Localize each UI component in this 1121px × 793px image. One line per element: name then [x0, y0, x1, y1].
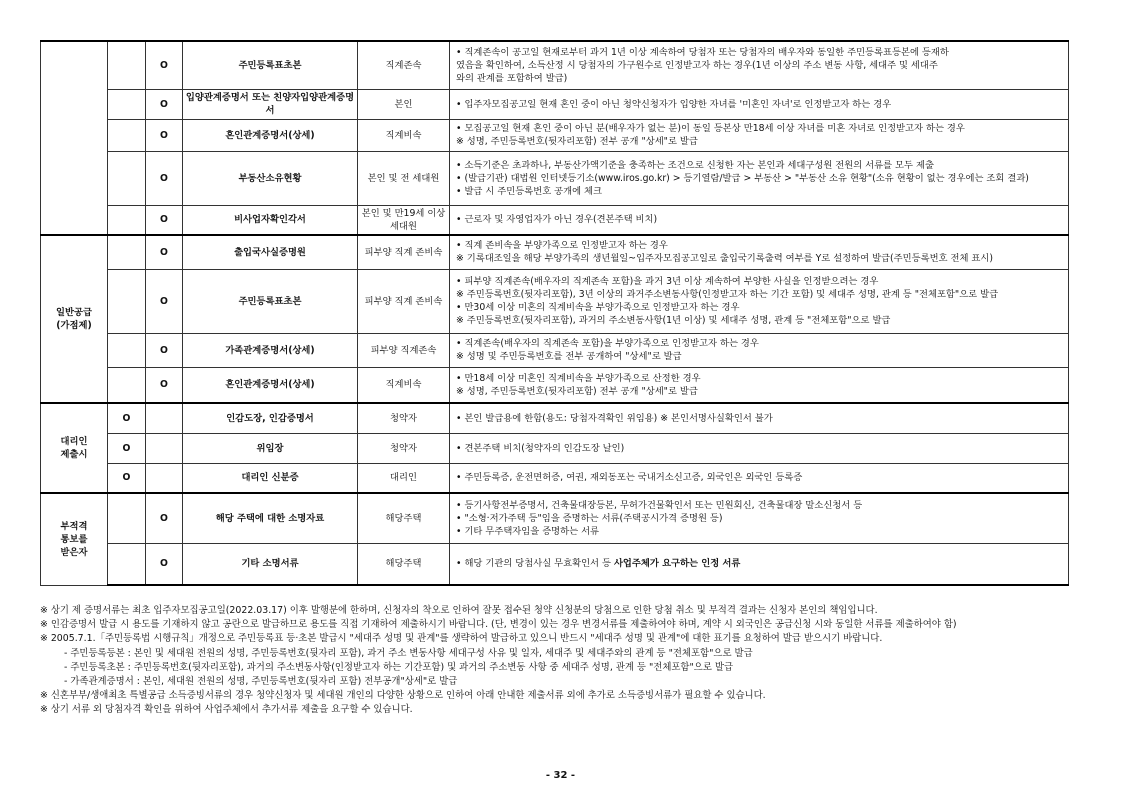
- required-mark: O: [108, 433, 146, 463]
- remark-line: • 직계존속(배우자의 직계존속 포함)을 부양가족으로 인정받고자 하는 경우: [456, 338, 759, 349]
- remark-line: [456, 557, 1062, 570]
- remarks-cell: [450, 269, 1069, 333]
- issuance-target: 피부양 직계존속: [358, 333, 450, 367]
- table-row: [41, 433, 1069, 463]
- remark-line: • (발급기관) 대법원 인터넷등기소(www.iros.go.kr) > 등기열람/발급 > 부동산 > "부동산 소유 현황"(소유 현황이 없는 경우에는 조회 결과): [456, 172, 1029, 184]
- table-row: [41, 463, 1069, 493]
- conditional-mark: [146, 433, 183, 463]
- required-mark: [108, 235, 146, 269]
- remark-line: • 소득기준은 초과하나, 부동산가액기준을 충족하는 조건으로 신청한 자는 본인과 세대구성원 전원의 서류를 모두 제출: [456, 159, 934, 171]
- note-line: - 주민등록초본 : 주민등록번호(뒷자리포함), 과거의 주소변동사항(인정받고자 하는 기간포함) 및 과거의 주소변동 사항 중 세대주 성명, 관계 등 "전체포함"으로 발급: [64, 661, 734, 673]
- conditional-mark: [146, 403, 183, 433]
- table-row: [41, 333, 1069, 367]
- document-name: 대리인 신분증: [183, 463, 358, 493]
- remark-line: 였음을 확인하여, 소득산정 시 당첨자의 가구원수로 인정받고자 하는 경우(1년 이상의 주소 변동 사항, 세대주 및 세대주: [456, 59, 938, 71]
- document-name: 출입국사실증명원: [183, 235, 358, 269]
- document-name: 혼인관계증명서(상세): [183, 119, 358, 151]
- table-row: [41, 543, 1069, 585]
- conditional-mark: O: [146, 493, 183, 543]
- notes-section: [40, 604, 1080, 718]
- remarks-cell: [450, 463, 1069, 493]
- required-mark: O: [108, 403, 146, 433]
- remarks-cell: [450, 235, 1069, 269]
- conditional-mark: O: [146, 151, 183, 205]
- conditional-mark: O: [146, 119, 183, 151]
- remarks-cell: [450, 493, 1069, 543]
- category-label: 제출시: [60, 449, 88, 460]
- category-label: (가점제): [56, 320, 92, 331]
- issuance-target: 직계존속: [358, 41, 450, 89]
- table-row: [41, 151, 1069, 205]
- required-mark: [108, 493, 146, 543]
- remarks-cell: [450, 119, 1069, 151]
- conditional-mark: O: [146, 205, 183, 235]
- category-label: 통보를: [60, 533, 88, 545]
- category-label: 부적격: [60, 520, 88, 532]
- remark-line: • 근로자 및 자영업자가 아닌 경우(견본주택 비치): [456, 214, 658, 226]
- category-label: 받은자: [60, 546, 88, 558]
- remark-line: • 입주자모집공고일 현재 혼인 중이 아닌 청약신청자가 입양한 자녀를 '미혼인 자녀'로 인정받고자 하는 경우: [456, 98, 892, 110]
- conditional-mark: O: [146, 89, 183, 119]
- issuance-target: 본인 및 만19세 이상 세대원: [358, 205, 450, 235]
- category-label: 일반공급: [56, 307, 92, 318]
- issuance-target: 본인: [358, 89, 450, 119]
- remark-line: ※ 성명, 주민등록번호(뒷자리포함) 전부 공개 "상세"로 발급: [456, 385, 698, 397]
- required-mark: [108, 41, 146, 89]
- remark-text: • 해당 기관의 당첨사실 무효확인서 등: [456, 558, 614, 570]
- issuance-target: 해당주택: [358, 493, 450, 543]
- remark-line: • 주민등록증, 운전면허증, 여권, 재외동포는 국내거소신고증, 외국인은 외국인 등록증: [456, 472, 803, 484]
- required-documents-table: [40, 40, 1069, 586]
- remark-line: • 만18세 이상 미혼인 직계비속을 부양가족으로 산정한 경우: [456, 372, 701, 384]
- remark-line: • 기타 무주택자임을 증명하는 서류: [456, 525, 600, 537]
- conditional-mark: [146, 463, 183, 493]
- remarks-cell: [450, 151, 1069, 205]
- conditional-mark: O: [146, 543, 183, 585]
- conditional-mark: O: [146, 235, 183, 269]
- table-row: [41, 89, 1069, 119]
- table-row: [41, 493, 1069, 543]
- remark-line: • "소형·저가주택 등"임을 증명하는 서류(주택공시가격 증명원 등): [456, 512, 723, 524]
- issuance-target: 직계비속: [358, 119, 450, 151]
- remarks-cell: [450, 543, 1069, 585]
- remark-line: ※ 주민등록번호(뒷자리포함), 3년 이상의 과거주소변동사항(인정받고자 하는 기간 포함) 및 세대주 성명, 관계 등 "전체포함"으로 발급: [456, 289, 999, 300]
- document-name: 비사업자확인각서: [183, 205, 358, 235]
- note-line: ※ 상기 제 증명서류는 최초 입주자모집공고일(2022.03.17) 이후 발행분에 한하며, 신청자의 착오로 인하여 잘못 접수된 청약 신청분의 당첨으로 인한 당첨 취소 및 부적격 결과는 신청자 본인의 책임입니다.: [40, 605, 878, 616]
- note-line: ※ 2005.7.1.「주민등록법 시행규칙」개정으로 주민등록표 등·초본 발급시 "세대주 성명 및 관계"를 생략하여 발급하고 있으니 반드시 "세대주 성명 및 관계"에 대한 표기를 요청하여 발급 받으시기 바랍니다.: [40, 633, 883, 645]
- remarks-cell: [450, 41, 1069, 89]
- required-mark: [108, 367, 146, 403]
- issuance-target: 청약자: [358, 433, 450, 463]
- conditional-mark: O: [146, 367, 183, 403]
- issuance-target: 본인 및 전 세대원: [358, 151, 450, 205]
- document-name: 가족관계증명서(상세): [183, 333, 358, 367]
- table-row: [41, 367, 1069, 403]
- document-name: 해당 주택에 대한 소명자료: [183, 493, 358, 543]
- remark-line: ※ 성명 및 주민등록번호를 전부 공개하여 "상세"로 발급: [456, 351, 682, 362]
- required-mark: [108, 543, 146, 585]
- remark-line: ※ 주민등록번호(뒷자리포함), 과거의 주소변동사항(1년 이상) 및 세대주 성명, 관계 등 "전체포함"으로 발급: [456, 315, 891, 326]
- page-number: - 32 -: [545, 770, 576, 781]
- document-name: 주민등록표초본: [183, 41, 358, 89]
- remark-line: 와의 관계를 포함하여 발급): [456, 72, 568, 84]
- note-line: - 주민등록등본 : 본인 및 세대원 전원의 성명, 주민등록번호(뒷자리 포함), 과거 주소 변동사항 세대구성 사유 및 일자, 세대주 및 세대주와의 관계 등 "전체포함"으로 발급: [64, 647, 753, 659]
- required-mark: O: [108, 463, 146, 493]
- remarks-cell: [450, 433, 1069, 463]
- remark-line: • 발급 시 주민등록번호 공개에 체크: [456, 185, 602, 197]
- required-mark: [108, 119, 146, 151]
- issuance-target: 청약자: [358, 403, 450, 433]
- remark-line: • 피부양 직계존속(배우자의 직계존속 포함)을 과거 3년 이상 계속하여 부양한 사실을 인정받으려는 경우: [456, 276, 879, 287]
- category-cell: [41, 493, 108, 585]
- remark-line: • 만30세 이상 미혼의 직계비속을 부양가족으로 인정받고자 하는 경우: [456, 302, 740, 313]
- issuance-target: 피부양 직계 존비속: [358, 235, 450, 269]
- required-mark: [108, 205, 146, 235]
- table-row: [41, 41, 1069, 89]
- conditional-mark: O: [146, 41, 183, 89]
- note-line: ※ 신혼부부/생애최초 특별공급 소득증빙서류의 경우 청약신청자 및 세대원 개인의 다양한 상황으로 인하여 아래 안내한 제출서류 외에 추가로 소득증빙서류가 필요할 수 있습니다.: [40, 690, 766, 702]
- document-name: 혼인관계증명서(상세): [183, 367, 358, 403]
- required-mark: [108, 151, 146, 205]
- remarks-cell: [450, 89, 1069, 119]
- remark-line: • 직계존속이 공고일 현재로부터 과거 1년 이상 계속하여 당첨자 또는 당첨자의 배우자와 동일한 주민등록표등본에 등재하: [456, 46, 949, 58]
- remark-line: ※ 성명, 주민등록번호(뒷자리포함) 전부 공개 "상세"로 발급: [456, 136, 698, 147]
- remarks-cell: [450, 333, 1069, 367]
- issuance-target: 해당주택: [358, 543, 450, 585]
- remark-line: • 견본주택 비치(청약자의 인감도장 날인): [456, 442, 625, 454]
- conditional-mark: O: [146, 333, 183, 367]
- document-name: 기타 소명서류: [183, 543, 358, 585]
- required-mark: [108, 333, 146, 367]
- remark-line: • 등기사항전부증명서, 건축물대장등본, 무허가건물확인서 또는 민원회신, 건축물대장 말소신청서 등: [456, 499, 863, 511]
- remark-line: • 본인 발급용에 한함(용도: 당첨자격확인 위임용) ※ 본인서명사실확인서 불가: [456, 412, 773, 424]
- category-cell: [41, 235, 108, 403]
- issuance-target: 대리인: [358, 463, 450, 493]
- conditional-mark: O: [146, 269, 183, 333]
- note-line: ※ 인감증명서 발급 시 용도를 기재하지 않고 공란으로 발급하므로 용도를 직접 기재하여 제출하시기 바랍니다. (단, 변경이 있는 경우 변경서류를 제출하여야 하며, 계약 시 외국인은 공급신청 시와 동일한 서류를 제출하여야 함): [40, 619, 957, 631]
- remark-line: • 직계 존비속을 부양가족으로 인정받고자 하는 경우: [456, 240, 668, 252]
- document-name: 주민등록표초본: [183, 269, 358, 333]
- remarks-cell: [450, 205, 1069, 235]
- category-cell: [41, 403, 108, 493]
- category-label: 대리인: [60, 436, 88, 447]
- issuance-target: 피부양 직계 존비속: [358, 269, 450, 333]
- document-name: 입양관계증명서 또는 친양자입양관계증명서: [183, 89, 358, 119]
- required-mark: [108, 89, 146, 119]
- note-line: - 가족관계증명서 : 본인, 세대원 전원의 성명, 주민등록번호(뒷자리 포함) 전부공개"상세"로 발급: [64, 676, 458, 688]
- table-row: [41, 269, 1069, 333]
- remarks-cell: [450, 403, 1069, 433]
- document-name: 인감도장, 인감증명서: [183, 403, 358, 433]
- note-line: ※ 상기 서류 외 당첨자격 확인을 위하여 사업주체에서 추가서류 제출을 요구할 수 있습니다.: [40, 704, 413, 716]
- table-row: [41, 235, 1069, 269]
- table-row: [41, 119, 1069, 151]
- table-row: [41, 403, 1069, 433]
- document-name: 부동산소유현황: [183, 151, 358, 205]
- document-name: 위임장: [183, 433, 358, 463]
- remarks-cell: [450, 367, 1069, 403]
- table-row: [41, 205, 1069, 235]
- issuance-target: 직계비속: [358, 367, 450, 403]
- category-cell: [41, 41, 108, 235]
- required-mark: [108, 269, 146, 333]
- remark-line: • 모집공고일 현재 혼인 중이 아닌 분(배우자가 없는 분)이 동일 등본상 만18세 이상 자녀를 미혼 자녀로 인정받고자 하는 경우: [456, 123, 965, 134]
- remark-emphasis: 사업주체가 요구하는 인정 서류: [613, 558, 741, 570]
- remark-line: ※ 기록대조일을 해당 부양가족의 생년월일~입주자모집공고일로 출입국기록출력 여부를 Y로 설정하여 발급(주민등록번호 전체 표시): [456, 253, 994, 265]
